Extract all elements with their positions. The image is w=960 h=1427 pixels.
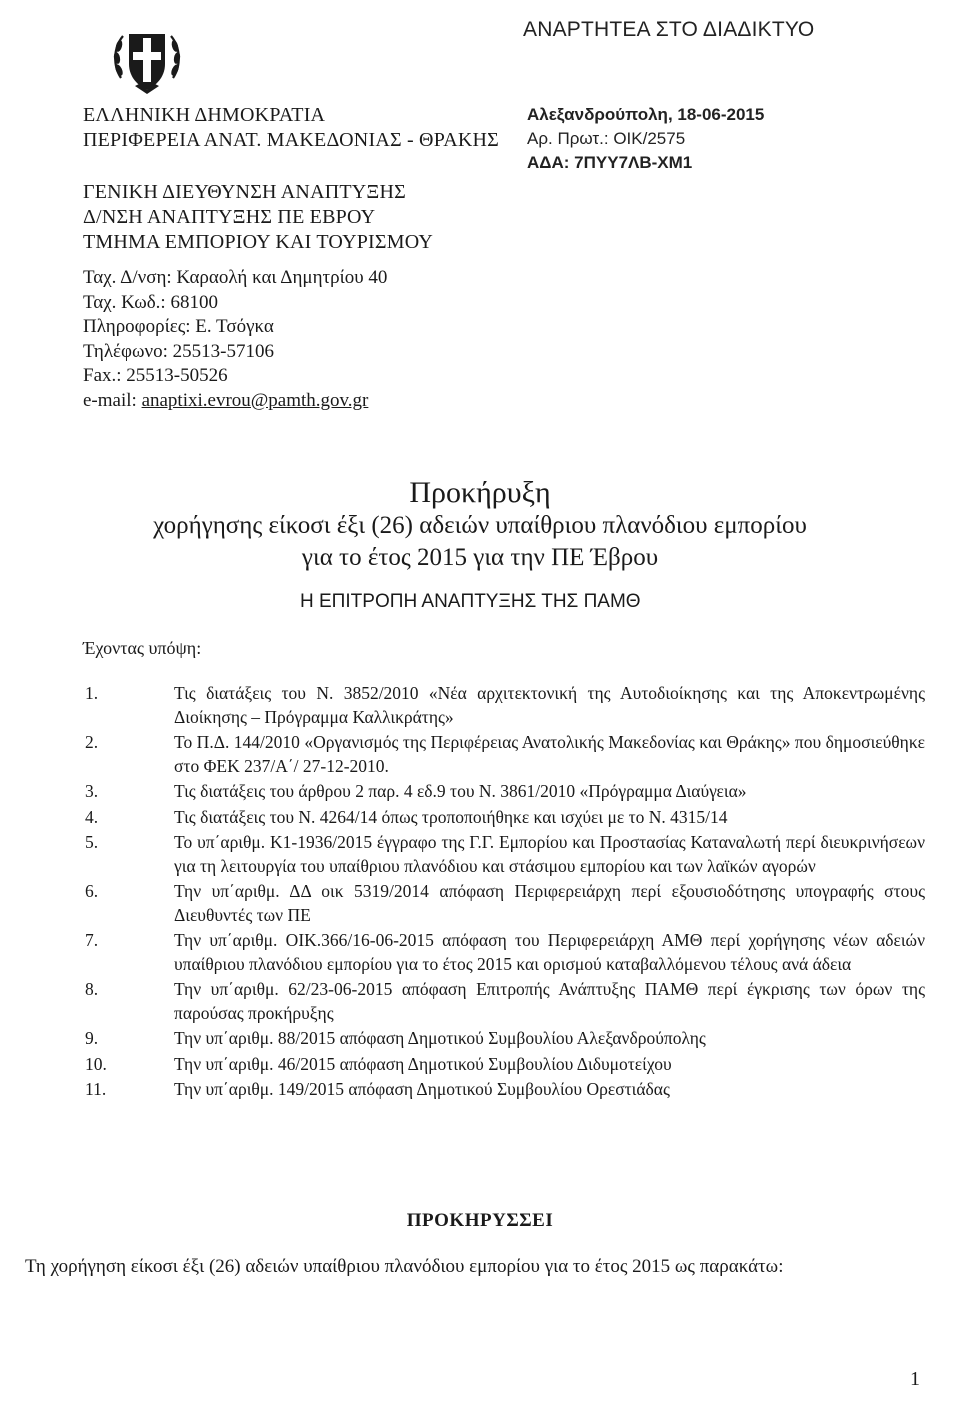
document-subtitle: [0, 510, 960, 574]
item-text: Τις διατάξεις του Ν. 4264/14 όπως τροποποιήθηκε και ισχύει με το Ν. 4315/14: [174, 806, 728, 827]
department-block: [83, 180, 433, 255]
protocol-value: ΟΙΚ/2575: [613, 129, 686, 148]
proclamation-text: Τη χορήγηση είκοσι έξι (26) αδειών υπαίθριου πλανόδιου εμπορίου για το έτος 2015 ως παρακάτω:: [25, 1256, 784, 1277]
item-number: 2.: [85, 732, 99, 752]
protocol-number: Αρ. Πρωτ.: ΟΙΚ/2575: [527, 129, 686, 148]
address-block: [83, 266, 387, 413]
ada-code: ΑΔΑ: 7ΠΥΥ7ΛΒ-ΧΜ1: [527, 153, 693, 172]
item-text: Τις διατάξεις του άρθρου 2 παρ. 4 εδ.9 του Ν. 3861/2010 «Πρόγραμμα Διαύγεια»: [174, 781, 747, 801]
department-line: ΤΜΗΜΑ ΕΜΠΟΡΙΟΥ ΚΑΙ ΤΟΥΡΙΣΜΟΥ: [83, 231, 434, 253]
phone-number: Τηλέφωνο: 25513-57106: [83, 340, 274, 362]
item-number: 6.: [85, 881, 99, 901]
greek-coat-of-arms-icon: [107, 20, 187, 100]
item-text: Τις διατάξεις του Ν. 3852/2010 «Νέα αρχιτεκτονική της Αυτοδιοίκησης και της Αποκεντρωμένης Διοίκησης – Πρόγραμμα Καλλικράτης»: [174, 683, 925, 727]
list-item: [85, 1027, 925, 1051]
item-number: 5.: [85, 832, 99, 852]
document-meta: [527, 103, 764, 175]
legal-basis-list: [85, 682, 925, 1104]
place-date: Αλεξανδρούπολη, 18-06-2015: [527, 105, 765, 124]
item-number: 7.: [85, 930, 99, 950]
list-item: [85, 831, 925, 878]
issuer-line: ΕΛΛΗΝΙΚΗ ΔΗΜΟΚΡΑΤΙΑ: [83, 104, 326, 126]
list-item: [85, 806, 925, 830]
item-number: 1.: [85, 683, 99, 703]
email-row: [83, 389, 387, 414]
item-text: Την υπ΄αριθμ. ΟΙΚ.366/16-06-2015 απόφαση του Περιφερειάρχη ΑΜΘ περί χορήγησης νέων αδειών υπαίθριου πλανόδιου εμπορίου για το έτος 2015 και ορισμού καταβαλλόμενου τέλους ανά άδεια: [174, 930, 925, 974]
proclamation-heading: ΠΡΟΚΗΡΥΣΣΕΙ: [406, 1210, 554, 1231]
postal-code: Ταχ. Κωδ.: 68100: [83, 291, 218, 313]
document-title: Προκήρυξη: [409, 476, 551, 509]
item-number: 3.: [85, 781, 99, 801]
item-number: 4.: [85, 806, 99, 827]
contact-person: Πληροφορίες: Ε. Τσόγκα: [83, 316, 274, 337]
committee-heading: Η ΕΠΙΤΡΟΠΗ ΑΝΑΠΤΥΞΗΣ ΤΗΣ ΠΑΜΘ: [300, 591, 641, 612]
item-text: Το υπ΄αριθμ. Κ1-1936/2015 έγγραφο της Γ.Γ. Εμπορίου και Προστασίας Καταναλωτή περί διευκρινήσεων για τη λειτουργία του υπαίθριου πλανόδιου και στάσιμου εμπορίου και των λαϊκών αγορών: [174, 832, 925, 876]
subtitle-line: για το έτος 2015 για την ΠΕ Έβρου: [301, 544, 659, 571]
item-number: 11.: [85, 1079, 107, 1099]
list-item: [85, 1078, 925, 1102]
item-text: Την υπ΄αριθμ. 46/2015 απόφαση Δημοτικού Συμβουλίου Διδυμοτείχου: [174, 1053, 672, 1074]
email-link[interactable]: anaptixi.evrou@pamth.gov.gr: [141, 389, 369, 411]
list-item: [85, 731, 925, 778]
issuer-block: [83, 103, 499, 153]
publication-stamp: ΑΝΑΡΤΗΤΕΑ ΣΤΟ ΔΙΑΔΙΚΤΥΟ: [523, 18, 815, 41]
item-text: Την υπ΄αριθμ. 149/2015 απόφαση Δημοτικού Συμβουλίου Ορεστιάδας: [174, 1079, 670, 1099]
list-item: [85, 780, 925, 804]
item-number: 8.: [85, 979, 99, 999]
fax-number: Fax.: 25513-50526: [83, 365, 228, 386]
item-text: Την υπ΄αριθμ. 62/23-06-2015 απόφαση Επιτροπής Ανάπτυξης ΠΑΜΘ περί έγκρισης των όρων της παρούσας προκήρυξης: [174, 979, 925, 1023]
item-number: 9.: [85, 1028, 99, 1048]
list-item: [85, 682, 925, 729]
item-text: Το Π.Δ. 144/2010 «Οργανισμός της Περιφέρειας Ανατολικής Μακεδονίας και Θράκης» που δημοσιεύθηκε στο ΦΕΚ 237/Α΄/ 27-12-2010.: [174, 732, 925, 776]
considering-label: Έχοντας υπόψη:: [83, 638, 202, 658]
issuer-line: ΠΕΡΙΦΕΡΕΙΑ ΑΝΑΤ. ΜΑΚΕΔΟΝΙΑΣ - ΘΡΑΚΗΣ: [83, 129, 499, 151]
item-text: Την υπ΄αριθμ. 88/2015 απόφαση Δημοτικού Συμβουλίου Αλεξανδρούπολης: [174, 1028, 706, 1048]
list-item: [85, 978, 925, 1025]
item-number: 10.: [85, 1053, 107, 1074]
subtitle-line: χορήγησης είκοσι έξι (26) αδειών υπαίθριου πλανόδιου εμπορίου: [153, 512, 807, 539]
department-line: Δ/ΝΣΗ ΑΝΑΠΤΥΞΗΣ ΠΕ ΕΒΡΟΥ: [83, 206, 376, 228]
department-line: ΓΕΝΙΚΗ ΔΙΕΥΘΥΝΣΗ ΑΝΑΠΤΥΞΗΣ: [83, 181, 406, 203]
list-item: [85, 1053, 925, 1077]
list-item: [85, 880, 925, 927]
street-address: Ταχ. Δ/νση: Καραολή και Δημητρίου 40: [83, 267, 388, 288]
email-label: e-mail:: [83, 389, 142, 411]
list-item: [85, 929, 925, 976]
page-number: 1: [910, 1368, 920, 1390]
item-text: Την υπ΄αριθμ. ΔΔ οικ 5319/2014 απόφαση Περιφερειάρχη περί εξουσιοδότησης υπογραφής στους Διευθυντές των ΠΕ: [174, 881, 925, 925]
